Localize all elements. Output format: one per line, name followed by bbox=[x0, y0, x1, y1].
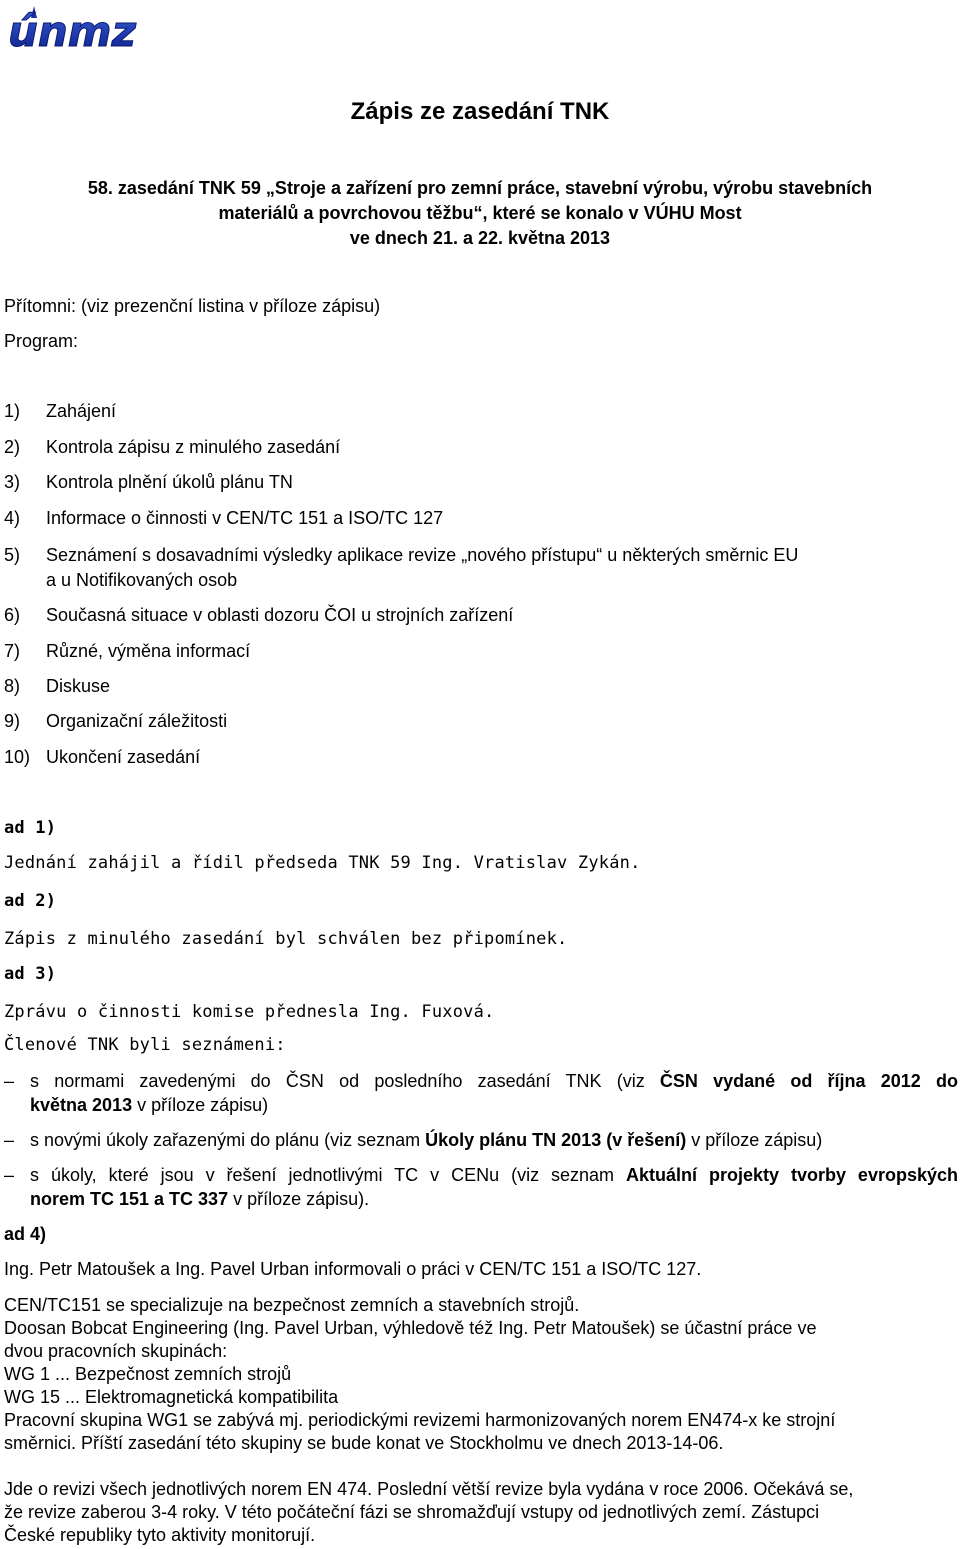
meeting-heading-line1: 58. zasedání TNK 59 „Stroje a zařízení pro zemní práce, stavební výrobu, výrobu stavebních bbox=[87, 178, 873, 198]
bullet-text: s novými úkoly zařazenými do plánu (viz seznam bbox=[30, 1130, 426, 1150]
unmz-logo bbox=[4, 2, 154, 59]
attendance bbox=[4, 296, 380, 317]
program-item-text: Organizační záležitosti bbox=[46, 711, 228, 731]
logo-text: únmz bbox=[8, 7, 137, 54]
ad4-line: České republiky tyto aktivity monitorují. bbox=[4, 1525, 316, 1545]
program-item-num: 9) bbox=[4, 711, 21, 731]
page-title: Zápis ze zasedání TNK bbox=[350, 98, 610, 125]
ad4-line: Pracovní skupina WG1 se zabývá mj. periodickými revizemi harmonizovaných norem EN474-x ke strojní bbox=[4, 1410, 836, 1430]
program-item-text: Různé, výměna informací bbox=[46, 641, 251, 661]
program-item-text: Diskuse bbox=[46, 676, 111, 696]
ad2-heading: ad 2) bbox=[4, 891, 57, 911]
program-item-text: Seznámení s dosavadními výsledky aplikace revize „nového přístupu“ u některých směrnic EU bbox=[46, 545, 799, 565]
program-item-num: 2) bbox=[4, 437, 21, 457]
bullet-bold: května 2013 bbox=[30, 1095, 133, 1115]
bullet-text: s úkoly, které jsou v řešení jednotlivými TC v CENu (viz seznam bbox=[30, 1165, 627, 1185]
ad3-bullet-1-cont bbox=[30, 1095, 268, 1116]
attendance-text: (viz prezenční listina v příloze zápisu) bbox=[81, 296, 381, 316]
bullet-bold: norem TC 151 a TC 337 bbox=[30, 1189, 229, 1209]
bullet-dash: – bbox=[4, 1071, 15, 1091]
bullet-dash: – bbox=[4, 1130, 15, 1150]
meeting-heading-line2: materiálů a povrchovou těžbu“, které se konalo v VÚHU Most bbox=[218, 203, 742, 223]
bullet-text: v příloze zápisu) bbox=[132, 1095, 269, 1115]
program-item-text: Informace o činnosti v CEN/TC 151 a ISO/TC 127 bbox=[46, 508, 444, 528]
program-item-num: 1) bbox=[4, 401, 21, 421]
ad3-bullet-2 bbox=[30, 1130, 822, 1151]
meeting-heading-line3: ve dnech 21. a 22. května 2013 bbox=[349, 228, 611, 248]
ad4-line: Doosan Bobcat Engineering (Ing. Pavel Urban, výhledově též Ing. Petr Matoušek) se účastní práce ve bbox=[4, 1318, 817, 1338]
ad4-line: směrnici. Příští zasedání této skupiny se bude konat ve Stockholmu ve dnech 2013-14-06. bbox=[4, 1433, 724, 1453]
bullet-text: v příloze zápisu) bbox=[686, 1130, 823, 1150]
ad1-text: Jednání zahájil a řídil předseda TNK 59 Ing. Vratislav Zykán. bbox=[4, 853, 641, 873]
bullet-text: s normami zavedenými do ČSN od posledního zasedání TNK (viz bbox=[30, 1071, 660, 1091]
program-item-num: 6) bbox=[4, 605, 21, 625]
program-item-num: 7) bbox=[4, 641, 21, 661]
bullet-dash: – bbox=[4, 1165, 15, 1185]
program-item-text: Kontrola plnění úkolů plánu TN bbox=[46, 472, 293, 492]
ad3-bullet-1 bbox=[30, 1071, 958, 1092]
program-item-num: 8) bbox=[4, 676, 21, 696]
program-label: Program: bbox=[4, 331, 79, 351]
ad4-line: CEN/TC151 se specializuje na bezpečnost zemních a stavebních strojů. bbox=[4, 1295, 580, 1315]
ad4-line: Jde o revizi všech jednotlivých norem EN 474. Poslední větší revize byla vydána v roce 2006. Očekává se, bbox=[4, 1479, 854, 1499]
ad3-members: Členové TNK byli seznámeni: bbox=[4, 1035, 286, 1055]
ad3-bullet-3 bbox=[30, 1165, 958, 1186]
ad3-text: Zprávu o činnosti komise přednesla Ing. Fuxová. bbox=[4, 1002, 495, 1022]
ad4-paragraph-1: Ing. Petr Matoušek a Ing. Pavel Urban informovali o práci v CEN/TC 151 a ISO/TC 127. bbox=[4, 1259, 702, 1279]
program-item-num: 4) bbox=[4, 508, 21, 528]
bullet-text: v příloze zápisu). bbox=[228, 1189, 370, 1209]
program-item-text: Kontrola zápisu z minulého zasedání bbox=[46, 437, 341, 457]
ad4-line: WG 15 ... Elektromagnetická kompatibilita bbox=[4, 1387, 339, 1407]
attendance-label: Přítomni: bbox=[4, 296, 77, 316]
ad4-heading: ad 4) bbox=[4, 1224, 47, 1244]
bullet-bold: ČSN vydané od října 2012 do bbox=[659, 1071, 959, 1091]
ad4-line: dvou pracovních skupinách: bbox=[4, 1341, 228, 1361]
program-item-text: Ukončení zasedání bbox=[46, 747, 201, 767]
program-item-text-cont: a u Notifikovaných osob bbox=[46, 570, 238, 590]
program-item-num: 10) bbox=[4, 747, 31, 767]
bullet-bold: Aktuální projekty tvorby evropských bbox=[626, 1165, 958, 1185]
program-item-num: 3) bbox=[4, 472, 21, 492]
ad1-heading: ad 1) bbox=[4, 818, 57, 838]
ad4-line: že revize zaberou 3-4 roky. V této počáteční fázi se shromažďují vstupy od jednotlivých zemí. Zástupci bbox=[4, 1502, 820, 1522]
ad3-bullet-3-cont bbox=[30, 1189, 369, 1210]
ad3-heading: ad 3) bbox=[4, 964, 57, 984]
program-item-text: Současná situace v oblasti dozoru ČOI u strojních zařízení bbox=[46, 605, 514, 625]
ad2-text: Zápis z minulého zasedání byl schválen bez připomínek. bbox=[4, 929, 568, 949]
program-item-num: 5) bbox=[4, 545, 21, 565]
program-item-text: Zahájení bbox=[46, 401, 117, 421]
ad4-line: WG 1 ... Bezpečnost zemních strojů bbox=[4, 1364, 292, 1384]
bullet-bold: Úkoly plánu TN 2013 (v řešení) bbox=[425, 1130, 687, 1150]
